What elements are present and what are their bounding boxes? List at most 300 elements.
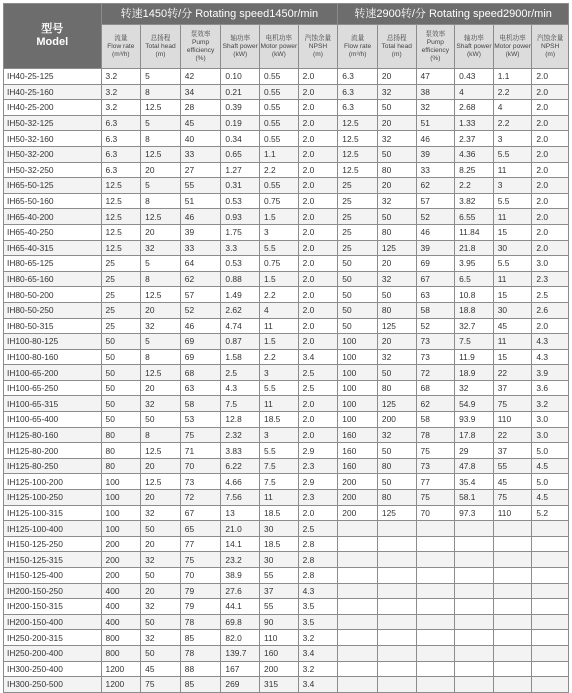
value-cell: 18.5	[260, 536, 299, 552]
value-cell: 3.2	[298, 661, 338, 677]
value-cell: 69	[180, 334, 221, 350]
model-cell: IH40-25-160	[4, 84, 102, 100]
value-cell: 25	[101, 287, 141, 303]
value-cell: 2.0	[298, 115, 338, 131]
model-cell: IH50-32-250	[4, 162, 102, 178]
table-row	[4, 69, 569, 85]
value-cell: 0.55	[260, 100, 299, 116]
value-cell: 65	[180, 521, 221, 537]
value-cell: 32	[141, 552, 181, 568]
value-cell: 100	[101, 490, 141, 506]
value-cell: 20	[141, 380, 181, 396]
value-cell: 72	[180, 490, 221, 506]
value-cell	[338, 661, 378, 677]
table-row	[4, 505, 569, 521]
value-cell: 73	[416, 458, 455, 474]
value-cell: 88	[180, 661, 221, 677]
value-cell: 25	[338, 240, 378, 256]
model-cell: IH50-32-160	[4, 131, 102, 147]
value-cell: 800	[101, 630, 141, 646]
value-cell: 2.0	[298, 287, 338, 303]
value-cell: 55	[260, 599, 299, 615]
value-cell: 20	[377, 115, 416, 131]
speed-1450-header: 转速1450转/分 Rotating speed1450r/min	[101, 4, 338, 25]
table-row	[4, 568, 569, 584]
value-cell: 1200	[101, 661, 141, 677]
value-cell	[338, 630, 378, 646]
value-cell: 50	[101, 349, 141, 365]
value-cell: 0.93	[221, 209, 260, 225]
value-cell: 75	[493, 396, 532, 412]
value-cell: 5.0	[532, 443, 569, 459]
value-cell: 0.55	[260, 84, 299, 100]
value-cell: 2.3	[532, 271, 569, 287]
value-cell: 800	[101, 645, 141, 661]
value-cell	[416, 630, 455, 646]
value-cell: 5.5	[493, 193, 532, 209]
value-cell: 0.53	[221, 193, 260, 209]
value-cell	[455, 536, 494, 552]
value-cell: 2.0	[298, 318, 338, 334]
value-cell: 11	[260, 318, 299, 334]
value-cell: 39	[416, 240, 455, 256]
model-cell: IH150-125-315	[4, 552, 102, 568]
value-cell	[493, 661, 532, 677]
table-body	[4, 69, 569, 693]
model-cell: IH65-50-125	[4, 178, 102, 194]
value-cell: 11	[493, 334, 532, 350]
value-cell: 62	[416, 178, 455, 194]
col-header-cn: 汽蚀余量	[304, 34, 332, 42]
value-cell	[455, 552, 494, 568]
value-cell: 64	[180, 256, 221, 272]
col-header-cn: 流量	[351, 34, 365, 42]
value-cell: 58	[416, 302, 455, 318]
col-header-cn: 泵效率	[425, 30, 446, 38]
value-cell: 22	[493, 365, 532, 381]
value-cell: 46	[416, 131, 455, 147]
value-cell: 6.3	[101, 115, 141, 131]
model-cell: IH100-65-400	[4, 412, 102, 428]
value-cell: 12.5	[338, 115, 378, 131]
model-cell: IH65-40-315	[4, 240, 102, 256]
value-cell: 2.0	[298, 69, 338, 85]
model-cell: IH50-32-125	[4, 115, 102, 131]
model-cell: IH65-40-250	[4, 224, 102, 240]
value-cell: 0.21	[221, 84, 260, 100]
value-cell: 20	[141, 162, 181, 178]
table-row	[4, 334, 569, 350]
value-cell: 0.75	[260, 193, 299, 209]
value-cell	[377, 583, 416, 599]
value-cell: 0.55	[260, 69, 299, 85]
value-cell: 32.7	[455, 318, 494, 334]
value-cell	[338, 599, 378, 615]
value-cell: 75	[493, 490, 532, 506]
value-cell	[455, 614, 494, 630]
value-cell: 55	[260, 568, 299, 584]
value-cell: 50	[141, 614, 181, 630]
table-row	[4, 318, 569, 334]
model-cell: IH40-25-200	[4, 100, 102, 116]
value-cell: 32	[455, 380, 494, 396]
value-cell: 200	[338, 474, 378, 490]
value-cell: 80	[101, 427, 141, 443]
value-cell: 2.5	[532, 287, 569, 303]
value-cell	[338, 677, 378, 693]
col-header-flow-rate-2900	[338, 25, 378, 69]
value-cell	[416, 645, 455, 661]
col-header-pump-efficiency-2900	[416, 25, 455, 69]
value-cell: 3	[260, 427, 299, 443]
value-cell	[455, 568, 494, 584]
value-cell	[532, 661, 569, 677]
value-cell: 0.10	[221, 69, 260, 85]
value-cell: 4.3	[532, 349, 569, 365]
value-cell	[338, 536, 378, 552]
value-cell: 2.0	[298, 209, 338, 225]
table-row	[4, 224, 569, 240]
value-cell: 0.34	[221, 131, 260, 147]
value-cell: 85	[180, 630, 221, 646]
value-cell	[377, 536, 416, 552]
col-header-unit: (m)	[391, 50, 402, 58]
value-cell: 77	[416, 474, 455, 490]
model-header	[4, 4, 102, 69]
col-header-unit: (m)	[313, 50, 323, 58]
value-cell: 12.5	[101, 178, 141, 194]
table-row	[4, 349, 569, 365]
value-cell: 1.27	[221, 162, 260, 178]
value-cell: 8.25	[455, 162, 494, 178]
value-cell: 20	[377, 69, 416, 85]
value-cell: 0.65	[221, 146, 260, 162]
value-cell: 50	[377, 146, 416, 162]
value-cell: 75	[416, 490, 455, 506]
table-row	[4, 365, 569, 381]
value-cell: 79	[180, 599, 221, 615]
value-cell: 54.9	[455, 396, 494, 412]
value-cell: 5.5	[493, 146, 532, 162]
col-header-motor-power-2900	[493, 25, 532, 69]
value-cell: 45	[180, 115, 221, 131]
value-cell: 78	[180, 645, 221, 661]
value-cell: 2.5	[298, 380, 338, 396]
value-cell: 160	[338, 427, 378, 443]
value-cell	[532, 630, 569, 646]
value-cell: 32	[377, 349, 416, 365]
value-cell: 1.75	[221, 224, 260, 240]
col-header-npsh-1450	[298, 25, 338, 69]
value-cell	[493, 568, 532, 584]
value-cell: 20	[141, 302, 181, 318]
value-cell: 2.0	[532, 84, 569, 100]
value-cell: 63	[180, 380, 221, 396]
value-cell: 2.5	[298, 521, 338, 537]
table-row	[4, 209, 569, 225]
value-cell: 50	[101, 412, 141, 428]
value-cell: 2.37	[455, 131, 494, 147]
value-cell: 58	[416, 412, 455, 428]
value-cell: 100	[101, 505, 141, 521]
value-cell: 1.5	[260, 334, 299, 350]
value-cell: 62	[180, 271, 221, 287]
value-cell: 30	[260, 552, 299, 568]
value-cell: 2.0	[532, 100, 569, 116]
table-row	[4, 458, 569, 474]
value-cell: 12.5	[338, 162, 378, 178]
value-cell: 58.1	[455, 490, 494, 506]
value-cell: 6.22	[221, 458, 260, 474]
value-cell: 2.8	[298, 568, 338, 584]
model-cell: IH250-200-400	[4, 645, 102, 661]
value-cell: 2.0	[532, 162, 569, 178]
value-cell: 110	[260, 630, 299, 646]
value-cell: 2.0	[532, 146, 569, 162]
value-cell: 8	[141, 84, 181, 100]
value-cell	[377, 630, 416, 646]
value-cell: 167	[221, 661, 260, 677]
model-cell: IH125-80-200	[4, 443, 102, 459]
value-cell: 0.55	[260, 115, 299, 131]
value-cell: 160	[338, 458, 378, 474]
col-header-unit: (m³/h)	[112, 50, 130, 58]
value-cell: 80	[377, 302, 416, 318]
value-cell: 70	[180, 568, 221, 584]
table-row	[4, 256, 569, 272]
value-cell: 4.74	[221, 318, 260, 334]
value-cell: 100	[338, 412, 378, 428]
value-cell: 46	[180, 209, 221, 225]
value-cell: 35.4	[455, 474, 494, 490]
value-cell	[493, 552, 532, 568]
value-cell: 11.9	[455, 349, 494, 365]
value-cell	[532, 599, 569, 615]
value-cell: 32	[377, 84, 416, 100]
value-cell: 20	[141, 224, 181, 240]
col-header-unit: (%)	[430, 54, 441, 62]
col-header-en: Shaft power	[456, 42, 492, 50]
value-cell: 11	[493, 209, 532, 225]
value-cell: 51	[180, 193, 221, 209]
value-cell: 0.39	[221, 100, 260, 116]
value-cell: 39	[416, 146, 455, 162]
value-cell: 13	[221, 505, 260, 521]
model-cell: IH80-65-125	[4, 256, 102, 272]
value-cell: 3.0	[532, 427, 569, 443]
col-header-cn: 电机功率	[499, 34, 526, 42]
value-cell: 25	[338, 209, 378, 225]
value-cell: 93.9	[455, 412, 494, 428]
col-header-motor-power-1450	[260, 25, 299, 69]
value-cell: 55	[493, 458, 532, 474]
value-cell: 50	[101, 380, 141, 396]
value-cell: 6.3	[338, 84, 378, 100]
table-row	[4, 677, 569, 693]
col-header-en: Motor power	[260, 42, 298, 50]
table-row	[4, 240, 569, 256]
col-header-cn: 轴功率	[230, 34, 251, 42]
value-cell: 3.2	[101, 69, 141, 85]
value-cell: 15	[493, 287, 532, 303]
value-cell: 32	[377, 131, 416, 147]
value-cell: 32	[141, 599, 181, 615]
col-header-cn: 轴功率	[464, 34, 484, 42]
col-header-unit: (kW)	[271, 50, 286, 58]
value-cell: 6.55	[455, 209, 494, 225]
value-cell: 2.0	[532, 131, 569, 147]
value-cell	[338, 521, 378, 537]
value-cell	[377, 599, 416, 615]
value-cell: 73	[416, 349, 455, 365]
value-cell: 80	[377, 380, 416, 396]
value-cell: 0.53	[221, 256, 260, 272]
value-cell: 25	[101, 256, 141, 272]
value-cell: 200	[101, 536, 141, 552]
value-cell: 32	[141, 240, 181, 256]
value-cell	[338, 614, 378, 630]
value-cell: 10.8	[455, 287, 494, 303]
value-cell: 2.0	[298, 193, 338, 209]
value-cell: 50	[141, 568, 181, 584]
value-cell: 7.56	[221, 490, 260, 506]
value-cell: 11	[493, 271, 532, 287]
value-cell: 1.1	[493, 69, 532, 85]
value-cell: 34	[180, 84, 221, 100]
model-cell: IH80-50-315	[4, 318, 102, 334]
value-cell: 2.0	[298, 240, 338, 256]
value-cell: 4.3	[221, 380, 260, 396]
model-cell: IH150-125-400	[4, 568, 102, 584]
value-cell: 45	[493, 474, 532, 490]
value-cell	[532, 536, 569, 552]
value-cell: 57	[180, 287, 221, 303]
value-cell: 37	[260, 583, 299, 599]
value-cell: 4	[455, 84, 494, 100]
value-cell: 52	[180, 302, 221, 318]
value-cell	[532, 568, 569, 584]
model-cell: IH125-100-200	[4, 474, 102, 490]
value-cell: 3.2	[101, 100, 141, 116]
value-cell: 4.5	[532, 490, 569, 506]
value-cell: 52	[416, 209, 455, 225]
value-cell	[455, 583, 494, 599]
value-cell: 3.9	[532, 365, 569, 381]
table-row	[4, 380, 569, 396]
col-header-en: Motor power	[494, 42, 531, 50]
value-cell: 47	[416, 69, 455, 85]
table-row	[4, 474, 569, 490]
value-cell: 50	[338, 302, 378, 318]
value-cell	[416, 583, 455, 599]
col-header-en: Pump efficiency	[421, 38, 450, 54]
table-row	[4, 614, 569, 630]
value-cell: 7.5	[260, 458, 299, 474]
value-cell: 2.32	[221, 427, 260, 443]
value-cell: 18.8	[455, 302, 494, 318]
value-cell: 3.95	[455, 256, 494, 272]
col-header-cn: 泵效率	[190, 30, 211, 38]
table-row	[4, 552, 569, 568]
value-cell: 21.0	[221, 521, 260, 537]
value-cell: 12.5	[141, 209, 181, 225]
value-cell: 78	[180, 614, 221, 630]
value-cell: 4.3	[532, 334, 569, 350]
value-cell: 2.0	[532, 318, 569, 334]
value-cell: 1.49	[221, 287, 260, 303]
value-cell: 46	[416, 224, 455, 240]
value-cell: 50	[101, 365, 141, 381]
table-row	[4, 287, 569, 303]
col-header-pump-efficiency-1450	[180, 25, 221, 69]
value-cell: 2.2	[493, 84, 532, 100]
model-cell: IH50-32-200	[4, 146, 102, 162]
col-header-unit: (kW)	[233, 50, 248, 58]
table-row	[4, 443, 569, 459]
value-cell: 12.5	[141, 287, 181, 303]
model-cell: IH100-80-125	[4, 334, 102, 350]
value-cell: 15	[493, 349, 532, 365]
value-cell: 2.0	[298, 396, 338, 412]
value-cell: 2.0	[298, 100, 338, 116]
value-cell: 4	[493, 100, 532, 116]
value-cell: 33	[416, 162, 455, 178]
value-cell	[416, 521, 455, 537]
value-cell: 90	[260, 614, 299, 630]
value-cell	[455, 599, 494, 615]
col-header-npsh-2900	[532, 25, 569, 69]
value-cell: 160	[260, 645, 299, 661]
value-cell: 20	[377, 334, 416, 350]
value-cell: 32	[377, 193, 416, 209]
value-cell: 5	[141, 334, 181, 350]
value-cell	[532, 614, 569, 630]
value-cell: 100	[101, 521, 141, 537]
col-header-unit: (m)	[155, 50, 166, 58]
value-cell: 0.19	[221, 115, 260, 131]
value-cell: 2.0	[298, 334, 338, 350]
value-cell: 2.2	[260, 287, 299, 303]
value-cell: 18.5	[260, 505, 299, 521]
model-cell: IH65-40-200	[4, 209, 102, 225]
value-cell: 77	[180, 536, 221, 552]
value-cell: 100	[101, 474, 141, 490]
value-cell: 3.0	[532, 256, 569, 272]
value-cell: 71	[180, 443, 221, 459]
value-cell: 50	[377, 365, 416, 381]
col-header-unit: (m)	[545, 50, 556, 58]
value-cell: 4.3	[298, 583, 338, 599]
value-cell: 6.3	[338, 69, 378, 85]
value-cell: 2.68	[455, 100, 494, 116]
value-cell: 22	[493, 427, 532, 443]
value-cell: 50	[141, 412, 181, 428]
value-cell: 3.4	[298, 677, 338, 693]
value-cell: 63	[416, 287, 455, 303]
value-cell: 25	[101, 318, 141, 334]
value-cell: 12.5	[141, 100, 181, 116]
table-row	[4, 645, 569, 661]
value-cell: 97.3	[455, 505, 494, 521]
value-cell: 2.8	[298, 552, 338, 568]
value-cell: 12.5	[101, 209, 141, 225]
model-cell: IH80-50-200	[4, 287, 102, 303]
value-cell	[493, 599, 532, 615]
table-row	[4, 146, 569, 162]
col-header-cn: 总扬程	[150, 34, 171, 42]
value-cell	[532, 583, 569, 599]
value-cell: 75	[180, 427, 221, 443]
